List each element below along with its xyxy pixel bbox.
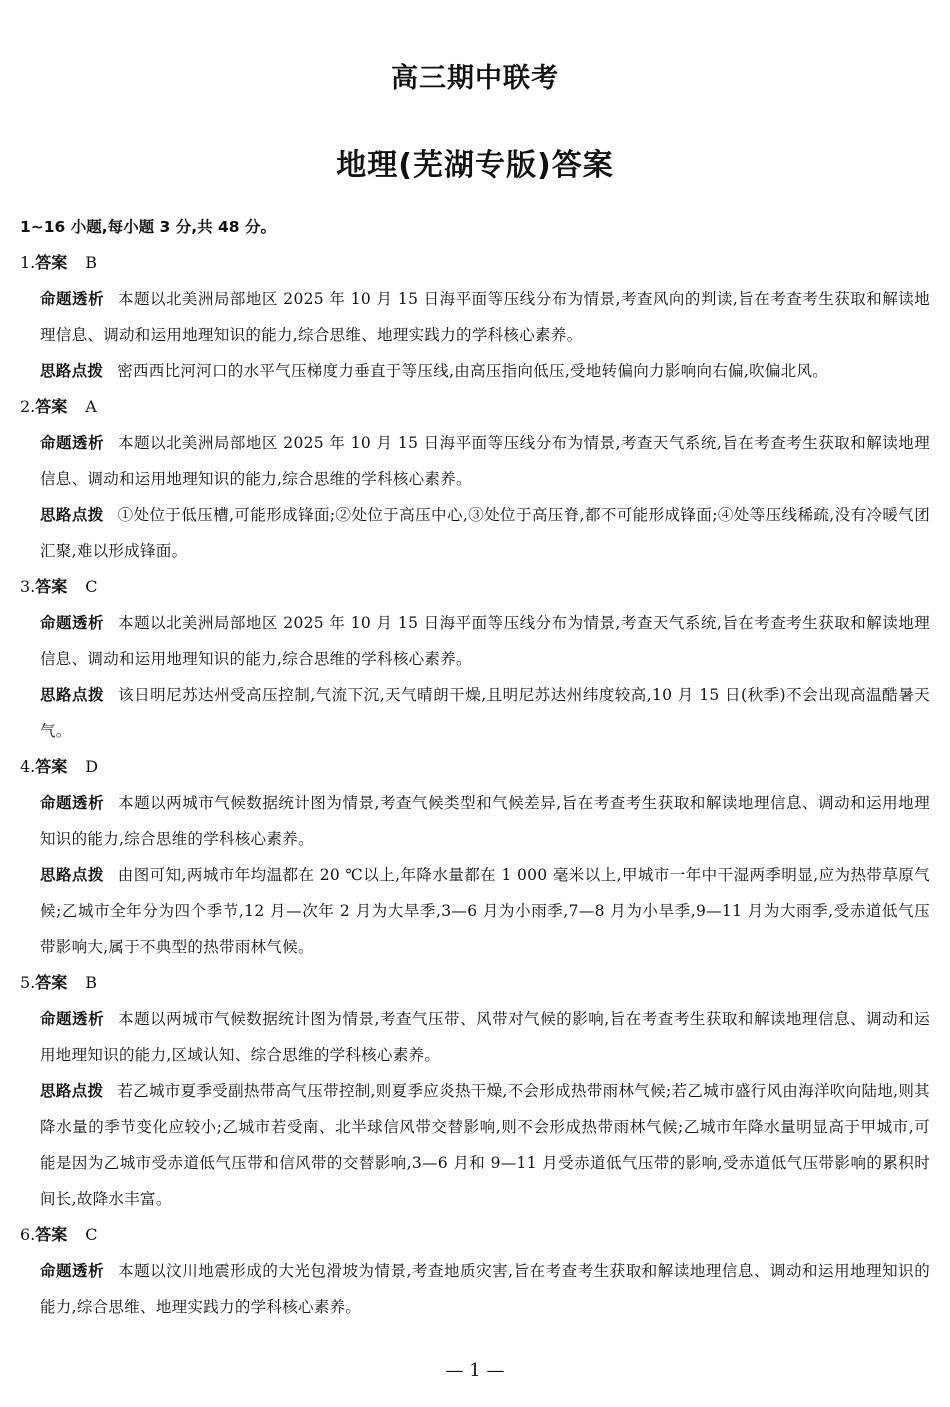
hint-text: ①处位于低压槽,可能形成锋面;②处位于高压中心,③处位于高压脊,都不可能形成锋面;④处等压线稀疏,没有冷暖气团汇聚,难以形成锋面。	[40, 506, 931, 560]
analysis-label: 命题透析	[40, 794, 105, 812]
hint-label: 思路点拨	[40, 362, 104, 380]
question-number: 1.	[20, 253, 36, 272]
analysis-text: 本题以两城市气候数据统计图为情景,考查气候类型和气候差异,旨在考查考生获取和解读地理信息、调动和运用地理知识的能力,综合思维的学科核心素养。	[40, 794, 930, 848]
hint-label: 思路点拨	[40, 1082, 104, 1100]
question-header	[20, 389, 930, 425]
score-instructions: 1~16 小题,每小题 3 分,共 48 分。	[20, 218, 276, 236]
answer-value: C	[85, 577, 98, 596]
hint-label: 思路点拨	[40, 866, 104, 884]
hint-paragraph	[20, 1073, 930, 1217]
question-header	[20, 965, 930, 1001]
analysis-label: 命题透析	[40, 1262, 105, 1280]
question-number: 2.	[20, 397, 36, 416]
hint-label: 思路点拨	[40, 686, 105, 704]
answer-label: 答案	[35, 577, 68, 596]
hint-label: 思路点拨	[40, 506, 104, 524]
answer-label: 答案	[35, 973, 68, 992]
answer-label: 答案	[35, 1225, 68, 1244]
analysis-text: 本题以北美洲局部地区 2025 年 10 月 15 日海平面等压线分布为情景,考查风向的判读,旨在考查考生获取和解读地理信息、调动和运用地理知识的能力,综合思维、地理实践力的学科核心素养。	[40, 290, 930, 344]
subject-title: 地理(芜湖专版)答案	[336, 148, 614, 183]
hint-text: 若乙城市夏季受副热带高气压带控制,则夏季应炎热干燥,不会形成热带雨林气候;若乙城市盛行风由海洋吹向陆地,则其降水量的季节变化应较小;乙城市若受南、北半球信风带交替影响,则不会形成热带雨林气候;乙城市年降水量明显高于甲城市,可能是因为乙城市受赤道低气压带和信风带的交替影响,3—6 月和 9—11 月受赤道低气压带的影响,受赤道低气压带影响的累积时间长,故降水丰富。	[40, 1082, 930, 1208]
analysis-label: 命题透析	[40, 614, 104, 632]
question-number: 3.	[20, 577, 36, 596]
analysis-paragraph	[20, 1001, 930, 1073]
question-number: 6.	[20, 1225, 36, 1244]
hint-paragraph	[20, 677, 930, 749]
question-header	[20, 749, 930, 785]
question-header	[20, 245, 930, 281]
analysis-paragraph	[20, 425, 930, 497]
analysis-label: 命题透析	[40, 290, 104, 308]
answer-label: 答案	[35, 757, 68, 776]
answer-value: D	[85, 757, 99, 776]
analysis-label: 命题透析	[40, 1010, 105, 1028]
answer-value: C	[85, 1225, 98, 1244]
question-header	[20, 1217, 930, 1253]
answer-value: B	[85, 973, 98, 992]
hint-text: 该日明尼苏达州受高压控制,气流下沉,天气晴朗干燥,且明尼苏达州纬度较高,10 月 15 日(秋季)不会出现高温酷暑天气。	[40, 686, 931, 740]
answer-label: 答案	[35, 397, 68, 416]
analysis-text: 本题以北美洲局部地区 2025 年 10 月 15 日海平面等压线分布为情景,考查天气系统,旨在考查考生获取和解读地理信息、调动和运用地理知识的能力,综合思维的学科核心素养。	[40, 434, 930, 488]
question-number: 5.	[20, 973, 36, 992]
analysis-paragraph	[20, 281, 930, 353]
analysis-text: 本题以两城市气候数据统计图为情景,考查气压带、风带对气候的影响,旨在考查考生获取和解读地理信息、调动和运用地理知识的能力,区域认知、综合思维的学科核心素养。	[40, 1010, 930, 1064]
hint-paragraph	[20, 353, 930, 389]
analysis-label: 命题透析	[40, 434, 104, 452]
answer-value: A	[85, 397, 97, 416]
page-number: — 1 —	[445, 1360, 505, 1381]
hint-paragraph	[20, 857, 930, 965]
exam-title: 高三期中联考	[391, 63, 559, 94]
analysis-paragraph	[20, 1253, 930, 1325]
analysis-paragraph	[20, 605, 930, 677]
answer-label: 答案	[35, 253, 68, 272]
hint-text: 由图可知,两城市年均温都在 20 ℃以上,年降水量都在 1 000 毫米以上,甲城市一年中干湿两季明显,应为热带草原气候;乙城市全年分为四个季节,12 月—次年 2 月为大旱季,3—6 月为小雨季,7—8 月为小旱季,9—11 月为大雨季,受赤道低气压带影响大,属于不典型的热带雨林气候。	[40, 866, 931, 956]
answer-value: B	[85, 253, 98, 272]
question-number: 4.	[20, 757, 36, 776]
analysis-text: 本题以汶川地震形成的大光包滑坡为情景,考查地质灾害,旨在考查考生获取和解读地理信息、调动和运用地理知识的能力,综合思维、地理实践力的学科核心素养。	[40, 1262, 930, 1316]
analysis-paragraph	[20, 785, 930, 857]
question-header	[20, 569, 930, 605]
analysis-text: 本题以北美洲局部地区 2025 年 10 月 15 日海平面等压线分布为情景,考查天气系统,旨在考查考生获取和解读地理信息、调动和运用地理知识的能力,综合思维的学科核心素养。	[40, 614, 930, 668]
hint-text: 密西西比河河口的水平气压梯度力垂直于等压线,由高压指向低压,受地转偏向力影响向右偏,吹偏北风。	[117, 362, 829, 380]
hint-paragraph	[20, 497, 930, 569]
answer-content	[20, 209, 930, 1325]
